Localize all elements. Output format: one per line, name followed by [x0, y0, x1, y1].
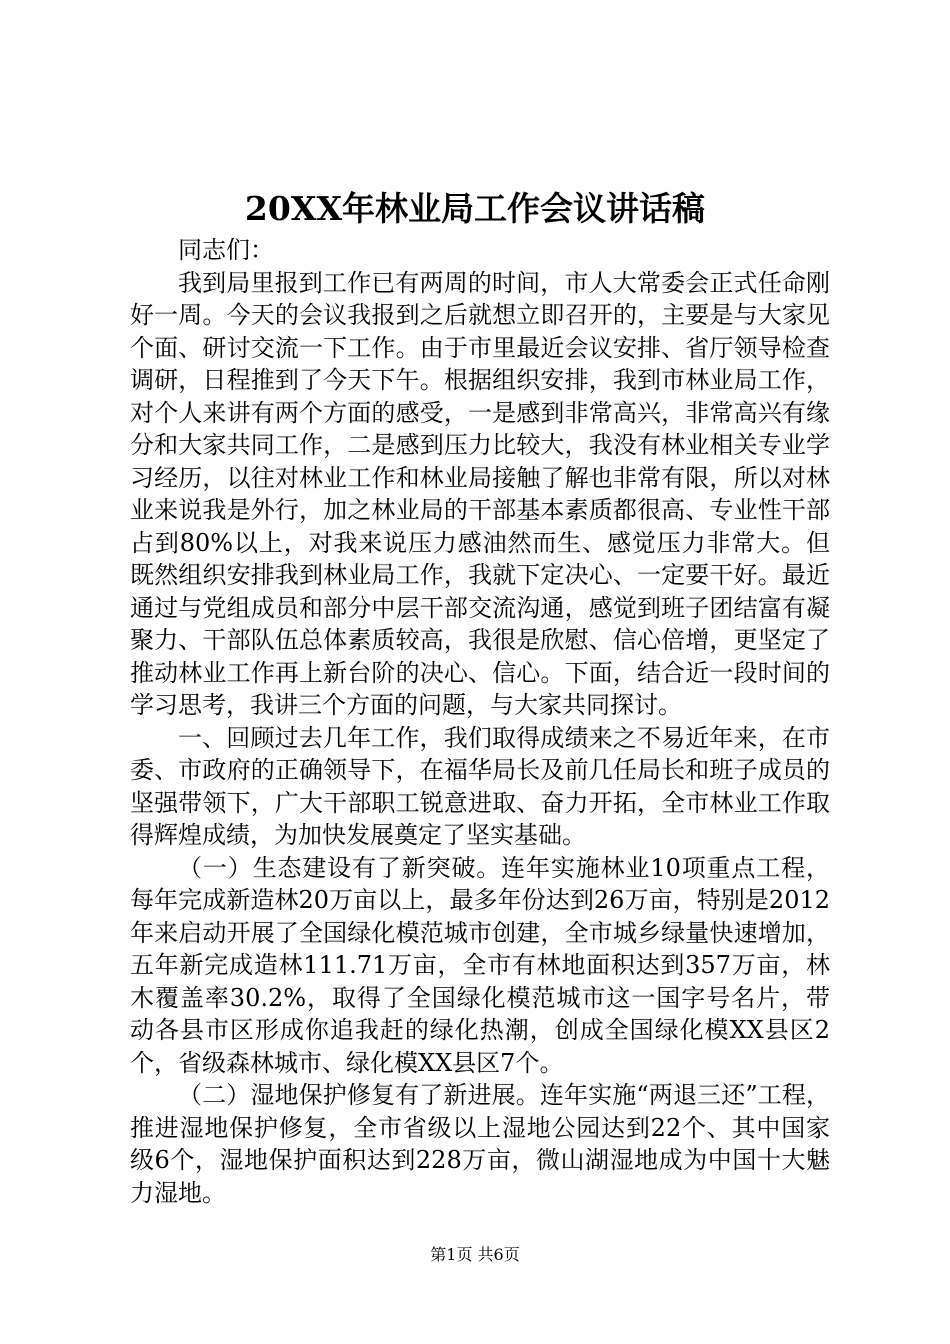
- paragraph-intro: 我到局里报到工作已有两周的时间，市人大常委会正式任命刚好一周。今天的会议我报到之后就想立即召开的，主要是与大家见个面、研讨交流一下工作。由于市里最近会议安排、省厅领导检查调研，日程推到了今天下午。根据组织安排，我到市林业局工作，对个人来讲有两个方面的感受，一是感到非常高兴，非常高兴有缘分和大家共同工作，二是感到压力比较大，我没有林业相关专业学习经历，以往对林业工作和林业局接触了解也非常有限，所以对林业来说我是外行，加之林业局的干部基本素质都很高、专业性干部占到80%以上，对我来说压力感油然而生、感觉压力非常大。但既然组织安排我到林业局工作，我就下定决心、一定要干好。最近通过与党组成员和部分中层干部交流沟通，感觉到班子团结富有凝聚力、干部队伍总体素质较高，我很是欣慰、信心倍增，更坚定了推动林业工作再上新台阶的决心、信心。下面，结合近一段时间的学习思考，我讲三个方面的问题，与大家共同探讨。: [130, 268, 830, 719]
- paragraph-section-one: 一、回顾过去几年工作，我们取得成绩来之不易近年来，在市委、市政府的正确领导下，在福华局长及前几任局长和班子成员的坚强带领下，广大干部职工锐意进取、奋力开拓，全市林业工作取得辉煌成绩，为加快发展奠定了坚实基础。: [130, 723, 830, 849]
- salutation: 同志们：: [178, 236, 274, 264]
- document-body: [130, 234, 830, 1209]
- page-number-footer: 第1页 共6页: [430, 1245, 520, 1264]
- document-title: 20XX年林业局工作会议讲话稿: [244, 189, 706, 228]
- paragraph-wetland: （二）湿地保护修复有了新进展。连年实施“两退三还”工程，推进湿地保护修复，全市省级以上湿地公园达到22个、其中国家级6个，湿地保护面积达到228万亩，微山湖湿地成为中国十大魅力湿地。: [130, 1081, 830, 1207]
- paragraph-ecology: （一）生态建设有了新突破。连年实施林业10项重点工程，每年完成新造林20万亩以上，最多年份达到26万亩，特别是2012年来启动开展了全国绿化模范城市创建，全市城乡绿量快速增加，五年新完成造林111.71万亩，全市有林地面积达到357万亩，林木覆盖率30.2%，取得了全国绿化模范城市这一国字号名片，带动各县市区形成你追我赶的绿化热潮，创成全国绿化模XX县区2个，省级森林城市、绿化模XX县区7个。: [130, 853, 830, 1077]
